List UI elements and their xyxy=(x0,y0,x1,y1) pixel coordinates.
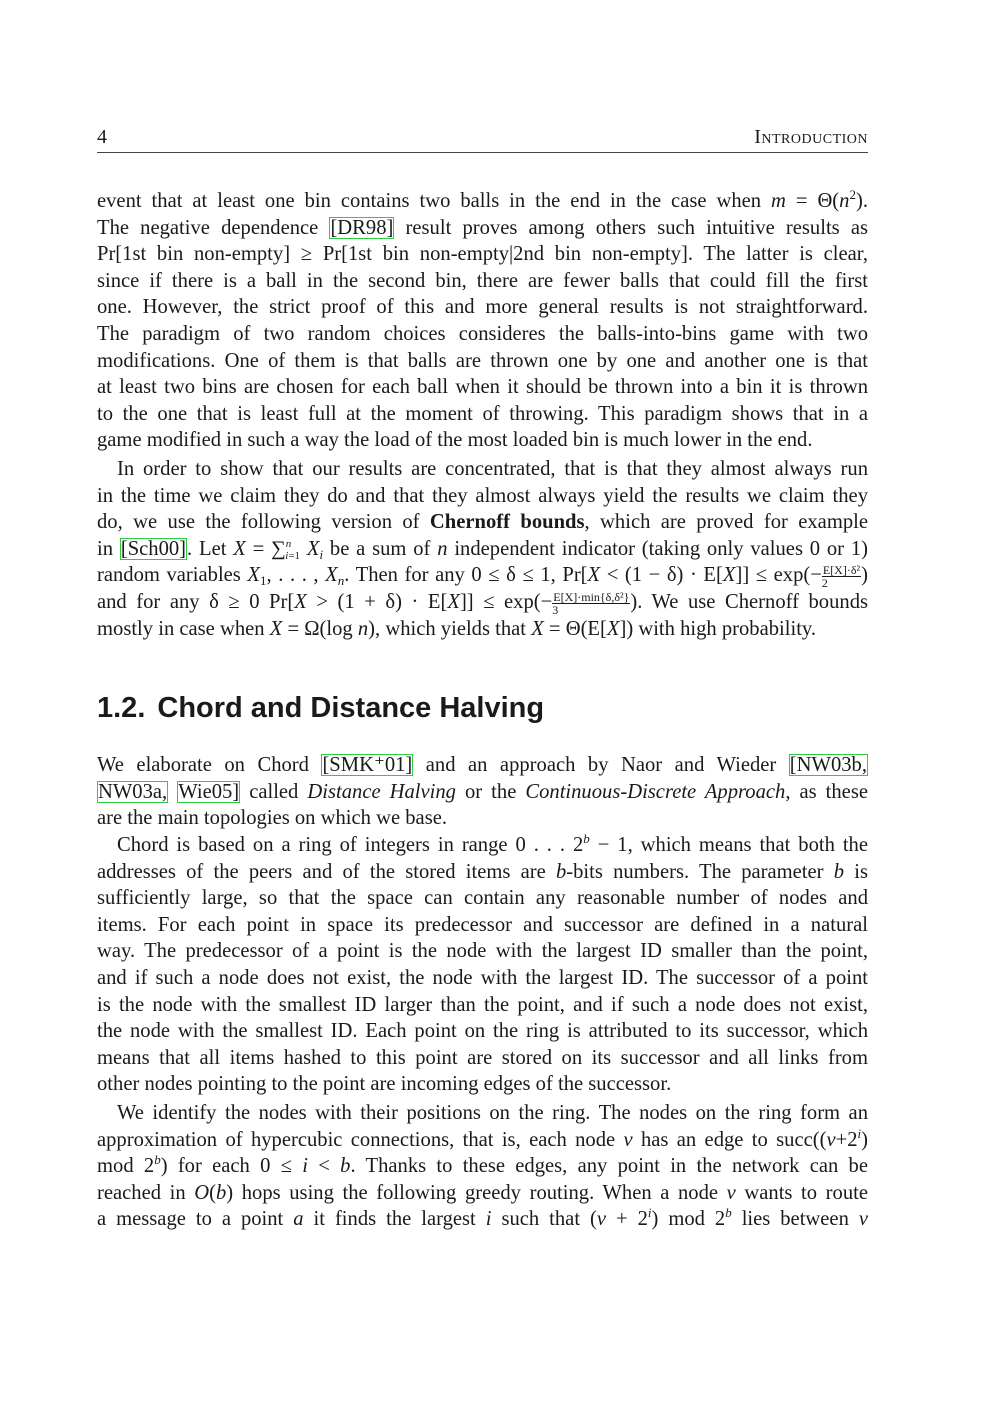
text-line: is the node with the smallest ID larger than the point, and if such a node does not exist, xyxy=(97,993,868,1016)
paragraph-balls-into-bins xyxy=(97,188,868,454)
text-line: do, we use the following version of Chernoff bounds, which are proved for example xyxy=(97,511,868,534)
citation-link-smk01[interactable]: [SMK⁺01] xyxy=(322,754,413,776)
text-line: Chord is based on a ring of integers in range 0 . . . $2^b - 1$, which means that both the xyxy=(117,831,868,856)
text-line: other nodes pointing to the point are incoming edges of the successor. xyxy=(97,1073,672,1096)
section-number: 1.2. xyxy=(97,692,146,724)
text-line: mod 2$^b$) for each 0 ≤ i < b. Thanks to these edges, any point in the network can be xyxy=(97,1152,868,1178)
text-line: approximation of hypercubic connections, that is, each node v has an edge to $succ((v+2^i)$ xyxy=(97,1125,868,1151)
text-line: In order to show that our results are concentrated, that is that they almost always run xyxy=(117,458,868,480)
text-line: means that all items hashed to this point are stored on its successor and all links from xyxy=(97,1046,868,1069)
running-title: Introduction xyxy=(754,126,868,148)
text-line: at least two bins are chosen for each ball when it should be thrown into a bin it is thrown xyxy=(97,376,868,399)
text-line: Pr[1st bin non-empty] ≥ Pr[1st bin non-empty|2nd bin non-empty]. The latter is clear, xyxy=(97,243,868,266)
text-line: are the main topologies on which we base. xyxy=(97,807,447,830)
citation-link-sch00[interactable]: [Sch00] xyxy=(120,537,187,560)
section-heading xyxy=(97,692,544,725)
paragraph-chernoff-bounds xyxy=(97,456,868,642)
paragraph-chord-ring xyxy=(97,832,868,1098)
text-line: event that at least one bin contains two balls in the end in the case when $m = \Theta(n^2)$. xyxy=(97,187,868,212)
citation-link-nw03b[interactable]: [NW03b, xyxy=(789,754,867,776)
fraction-chernoff-upper: $\frac{\text{E[X]·min\{δ,δ²\}}}{3}$ xyxy=(552,589,630,617)
page-number: 4 xyxy=(97,126,107,148)
text-line: since if there is a ball in the second bin, there are fewer balls that could fill the first xyxy=(97,269,868,292)
text-line: game modified in such a way the load of the most loaded bin is much lower in the end. xyxy=(97,429,813,452)
section-title: Chord and Distance Halving xyxy=(157,692,545,724)
text-line: the node with the smallest ID. Each point on the ring is attributed to its successor, which xyxy=(97,1020,868,1043)
text-line: We identify the nodes with their positions on the ring. The nodes on the ring form an xyxy=(117,1102,868,1124)
bold-term-chernoff: Chernoff bounds xyxy=(429,511,585,534)
text-line: NW03a, Wie05] called Distance Halving or the Continuous-Discrete Approach, as these xyxy=(98,780,868,803)
text-line: modifications. One of them is that balls are thrown one by one and another one is that xyxy=(97,349,868,372)
text-line: The negative dependence [DR98] result proves among others such intuitive results as xyxy=(97,216,869,239)
text-line: in [Sch00]. Let X = ∑$^n_{i=1}$ $X_i$ be a sum of n independent indicator (taking only values 0 or 1) xyxy=(97,537,869,562)
fraction-chernoff-lower: $\frac{\text{E[X]·δ²}}{2}$ xyxy=(821,563,861,591)
citation-link-nw03a[interactable]: NW03a, xyxy=(98,780,168,803)
text-line: random variables $X_1$, . . . , $X_n$. Then for any 0 ≤ δ ≤ 1, Pr[X < (1 − δ) · E[X]] ≤ exp(− $\frac{\text{E[X]·δ²}}{2}$ ) xyxy=(97,563,868,591)
text-line: sufficiently large, so that the space can contain any reasonable number of nodes and xyxy=(97,887,868,910)
text-line: one. However, the strict proof of this and more general results is not straightforward. xyxy=(97,296,868,319)
paragraph-chord-intro xyxy=(97,752,868,832)
page-header xyxy=(97,124,868,153)
text-line: addresses of the peers and of the stored items are b-bits numbers. The parameter b is xyxy=(97,860,868,883)
text-line: and for any δ ≥ 0 Pr[X > (1 + δ) · E[X]] ≤ exp(− $\frac{\text{E[X]·min\{δ,δ²\}}}{3}$ ). We use Chernoff bounds xyxy=(97,589,869,617)
paragraph-greedy-routing xyxy=(97,1100,868,1233)
text-line: reached in O(b) hops using the following greedy routing. When a node v wants to route xyxy=(97,1181,868,1204)
text-line: to the one that is least full at the moment of throwing. This paradigm shows that in a xyxy=(97,402,868,425)
text-line: mostly in case when X = Ω(log n), which yields that X = Θ(E[X]) with high probability. xyxy=(97,617,817,640)
text-line: a message to a point a it finds the largest i such that $(v + 2^i)$ mod 2$^b$ lies between v xyxy=(97,1205,868,1231)
text-line: items. For each point in space its predecessor and successor are defined in a natural xyxy=(97,913,868,936)
text-line: and if such a node does not exist, the node with the largest ID. The successor of a point xyxy=(97,966,868,989)
text-line: We elaborate on Chord [SMK⁺01] and an approach by Naor and Wieder [NW03b, xyxy=(97,754,867,776)
text-line: in the time we claim they do and that they almost always yield the results we claim they xyxy=(97,484,868,507)
text-line: The paradigm of two random choices consideres the balls-into-bins game with two xyxy=(97,322,868,345)
text-line: way. The predecessor of a point is the node with the largest ID smaller than the point, xyxy=(97,940,868,963)
citation-link-wie05[interactable]: Wie05] xyxy=(178,780,240,803)
citation-link-dr98[interactable]: [DR98] xyxy=(330,216,394,239)
